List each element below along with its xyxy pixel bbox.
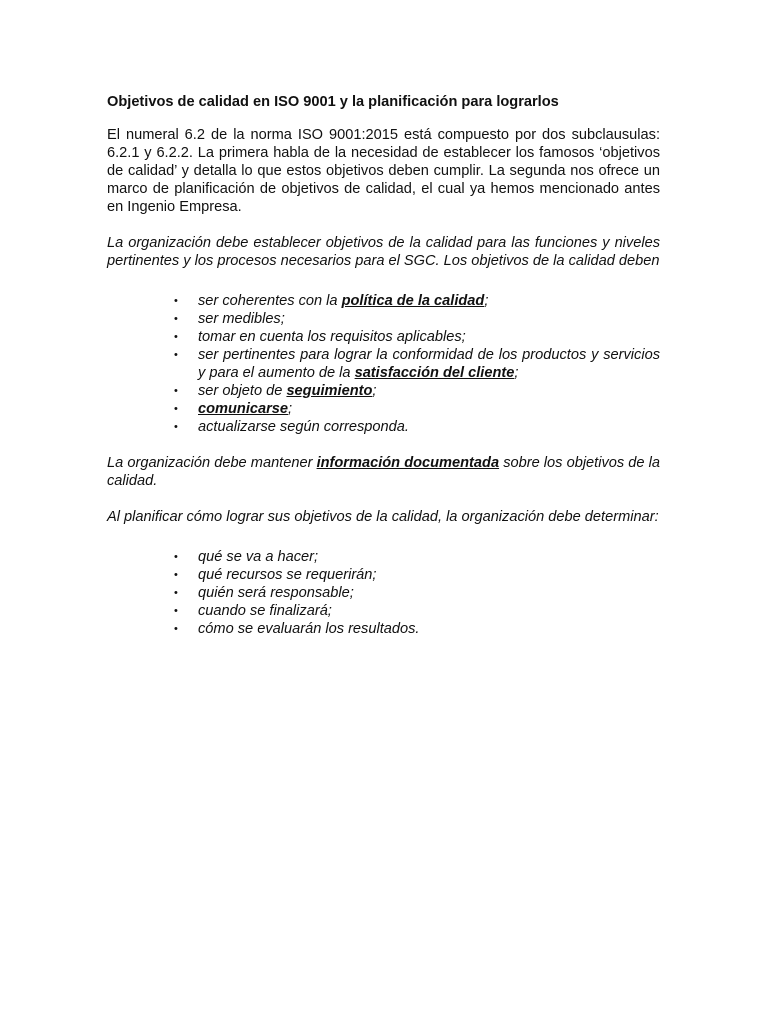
objectives-requirements-list: [107, 292, 660, 436]
bullet-icon: •: [174, 385, 178, 397]
link-comunicarse[interactable]: comunicarse: [198, 401, 289, 417]
bullet-icon: •: [174, 623, 178, 635]
link-seguimiento[interactable]: seguimiento: [286, 383, 373, 399]
list-item-text: ;: [484, 293, 489, 309]
bullet-icon: •: [174, 421, 178, 433]
paragraph-text: sobre los objetivos de la calidad.: [107, 455, 660, 489]
bullet-icon: •: [174, 349, 178, 361]
list-item-text: ;: [372, 383, 377, 399]
document-page: [107, 93, 660, 656]
list-item: [174, 292, 660, 310]
list-item: [174, 418, 660, 436]
list-item-text: actualizarse según corresponda.: [198, 419, 409, 435]
list-item-text: ;: [288, 401, 293, 417]
bullet-icon: •: [174, 587, 178, 599]
list-item: [174, 400, 660, 418]
quote-paragraph-documented-info: [107, 454, 660, 490]
link-informacion-documentada[interactable]: información documentada: [316, 455, 500, 471]
link-politica-calidad[interactable]: política de la calidad: [341, 293, 485, 309]
list-item: [174, 310, 660, 328]
document-title: Objetivos de calidad en ISO 9001 y la planificación para lograrlos: [107, 94, 559, 110]
quote-paragraph-objectives: La organización debe establecer objetivos de la calidad para las funciones y niveles pertinentes y los procesos necesarios para el SGC. Los objetivos de la calidad deben: [107, 235, 660, 269]
list-item-text: ;: [514, 365, 519, 381]
bullet-icon: •: [174, 295, 178, 307]
list-item-text: ser medibles;: [198, 311, 285, 327]
list-item: [174, 346, 660, 382]
list-item: [174, 382, 660, 400]
bullet-icon: •: [174, 551, 178, 563]
intro-paragraph: El numeral 6.2 de la norma ISO 9001:2015 está compuesto por dos subclausulas: 6.2.1 y 6.2.2. La primera habla de la necesidad de establecer los famosos ‘objetivos de calidad’ y detalla lo que estos objetivos deben cumplir. La segunda nos ofrece un marco de planificación de objetivos de calidad, el cual ya hemos mencionado antes en Ingenio Empresa.: [107, 127, 660, 215]
bullet-icon: •: [174, 403, 178, 415]
paragraph-text: La organización debe mantener: [107, 455, 317, 471]
list-item-text: ser objeto de: [198, 383, 287, 399]
list-item-text: quién será responsable;: [198, 585, 354, 601]
bullet-icon: •: [174, 605, 178, 617]
list-item: [174, 602, 660, 620]
list-item-text: qué se va a hacer;: [198, 549, 319, 565]
list-item-text: ser coherentes con la: [198, 293, 342, 309]
list-item: [174, 620, 660, 638]
quote-paragraph-planning: Al planificar cómo lograr sus objetivos de la calidad, la organización debe determinar:: [107, 509, 659, 525]
list-item-text: cuando se finalizará;: [198, 603, 332, 619]
list-item-text: ser pertinentes para lograr la conformidad de los productos y servicios y para el aumento de la: [198, 347, 660, 381]
list-item-text: cómo se evaluarán los resultados.: [198, 621, 420, 637]
bullet-icon: •: [174, 569, 178, 581]
list-item-text: tomar en cuenta los requisitos aplicables;: [198, 329, 466, 345]
list-item: [174, 584, 660, 602]
list-item-text: qué recursos se requerirán;: [198, 567, 377, 583]
list-item: [174, 548, 660, 566]
bullet-icon: •: [174, 331, 178, 343]
list-item: [174, 566, 660, 584]
list-item: [174, 328, 660, 346]
bullet-icon: •: [174, 313, 178, 325]
link-satisfaccion-cliente[interactable]: satisfacción del cliente: [354, 365, 515, 381]
planning-list: [107, 548, 660, 638]
